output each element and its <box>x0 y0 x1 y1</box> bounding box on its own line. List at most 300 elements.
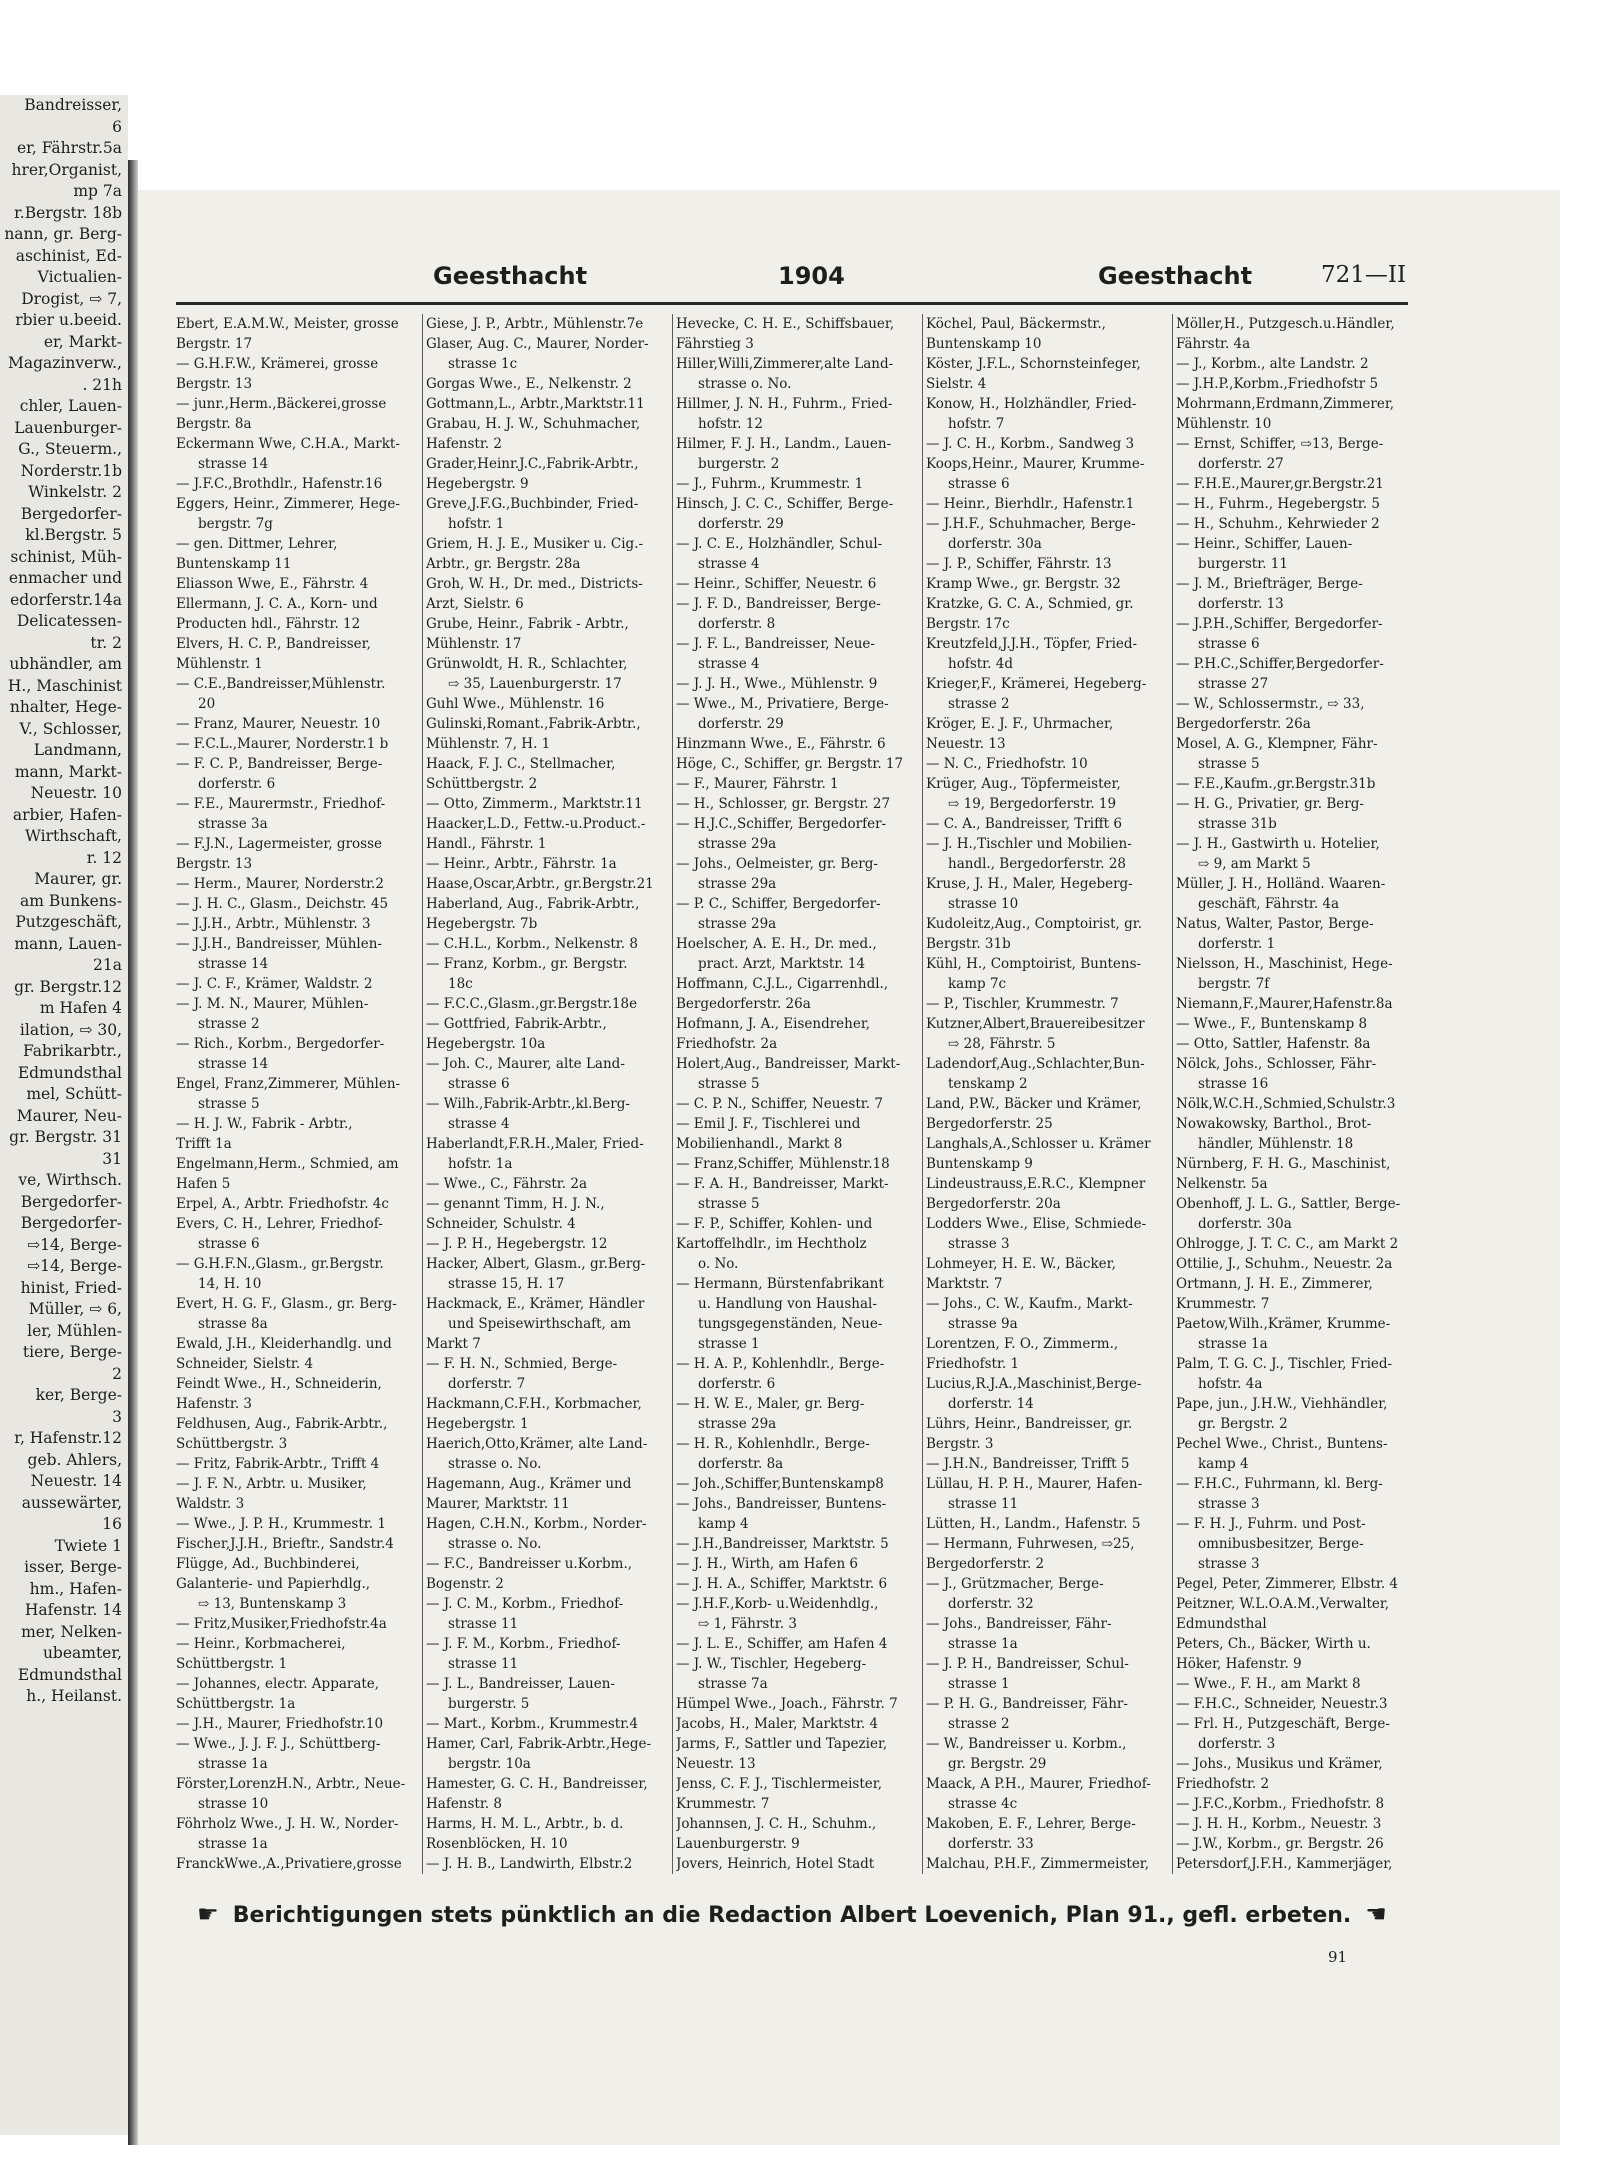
directory-entry: Lohmeyer, H. E. W., Bäcker, <box>926 1256 1116 1272</box>
left-page-text: mel, Schütt- <box>26 1085 122 1103</box>
directory-entry: Niemann,F.,Maurer,Hafenstr.8a <box>1176 996 1393 1012</box>
directory-entry: Lütten, H., Landm., Hafenstr. 5 <box>926 1516 1141 1532</box>
left-page-text: 16 <box>102 1515 122 1533</box>
directory-page <box>138 190 1560 2145</box>
directory-entry: Bergstr. 13 <box>176 376 253 392</box>
left-page-text: Putzgeschäft, <box>15 913 122 931</box>
directory-entry: Ohlrogge, J. T. C. C., am Markt 2 <box>1176 1236 1399 1252</box>
directory-entry-continuation: strasse 5 <box>698 1196 760 1212</box>
left-page-text: arbier, Hafen- <box>12 805 122 824</box>
directory-entry-continuation: dorferstr. 3 <box>1198 1736 1276 1752</box>
directory-entry: Möller,H., Putzgesch.u.Händler, <box>1176 316 1395 332</box>
directory-entry: — F.C.L.,Maurer, Norderstr.1 b <box>176 736 389 752</box>
directory-entry: Hagemann, Aug., Krämer und <box>426 1476 632 1492</box>
directory-entry-continuation: strasse 4 <box>698 556 760 572</box>
left-page-text: Lauenburger- <box>14 418 122 437</box>
directory-entry: — H. G., Privatier, gr. Berg- <box>1176 796 1364 812</box>
header-place-left: Geesthacht <box>433 262 588 290</box>
directory-entry-continuation: strasse 8a <box>198 1316 268 1332</box>
directory-entry: — J.H.F., Schuhmacher, Berge- <box>926 516 1136 532</box>
directory-entry: — J.P.H.,Schiffer, Bergedorfer- <box>1176 616 1383 632</box>
header-rule <box>176 302 1408 305</box>
directory-entry-continuation: gr. Bergstr. 2 <box>1198 1416 1288 1432</box>
directory-entry: Grader,Heinr.J.C.,Fabrik-Arbtr., <box>426 456 639 472</box>
directory-entry: — Wilh.,Fabrik-Arbtr.,kl.Berg- <box>426 1096 630 1112</box>
left-page-text: Hafenstr. 14 <box>24 1601 122 1619</box>
left-page-text: geb. Ahlers, <box>27 1450 122 1469</box>
left-page-text: Bandreisser, <box>24 96 122 114</box>
directory-entry: Evert, H. G. F., Glasm., gr. Berg- <box>176 1296 397 1312</box>
directory-entry-continuation: strasse 10 <box>198 1796 269 1812</box>
directory-entry: Grube, Heinr., Fabrik - Arbtr., <box>426 616 629 632</box>
left-page-text: Neuestr. 14 <box>30 1472 122 1490</box>
directory-entry: Glaser, Aug. C., Maurer, Norder- <box>426 336 649 352</box>
directory-entry: Peitzner, W.L.O.A.M.,Verwalter, <box>1176 1596 1390 1612</box>
directory-entry-continuation: strasse 11 <box>948 1496 1019 1512</box>
directory-entry: Ewald, J.H., Kleiderhandlg. und <box>176 1336 392 1352</box>
directory-entry: Hinsch, J. C. C., Schiffer, Berge- <box>676 496 894 512</box>
directory-entry-continuation: dorferstr. 7 <box>448 1376 526 1392</box>
directory-entry-continuation: strasse 27 <box>1198 676 1269 692</box>
directory-entry-continuation: hofstr. 4a <box>1198 1376 1263 1392</box>
directory-entry-continuation: strasse 15, H. 17 <box>448 1276 565 1292</box>
directory-entry: — C. P. N., Schiffer, Neuestr. 7 <box>676 1096 883 1112</box>
directory-entry-continuation: dorferstr. 27 <box>1198 456 1284 472</box>
directory-entry: — Franz,Schiffer, Mühlenstr.18 <box>676 1156 890 1172</box>
directory-entry: Hevecke, C. H. E., Schiffsbauer, <box>676 316 895 332</box>
directory-entry-continuation: strasse 29a <box>698 836 777 852</box>
directory-entry: Krieger,F., Krämerei, Hegeberg- <box>926 676 1147 692</box>
directory-entry: Lührs, Heinr., Bandreisser, gr. <box>926 1416 1133 1432</box>
column-divider <box>1172 314 1173 1874</box>
directory-entry: — H., Schlosser, gr. Bergstr. 27 <box>676 796 891 812</box>
directory-entry: Maack, A P.H., Maurer, Friedhof- <box>926 1776 1151 1792</box>
directory-entry: — Johs., Bandreisser, Fähr- <box>926 1616 1112 1632</box>
directory-entry: Makoben, E. F., Lehrer, Berge- <box>926 1816 1136 1832</box>
left-page-text: mp 7a <box>73 182 122 200</box>
directory-entry: — Emil J. F., Tischlerei und <box>676 1116 861 1132</box>
header-page-number: 721—II <box>1321 262 1407 288</box>
header-place-right: Geesthacht <box>1098 262 1253 290</box>
directory-entry: — Herm., Maurer, Norderstr.2 <box>176 876 384 892</box>
directory-entry-continuation: strasse 10 <box>948 896 1019 912</box>
directory-entry: — J.H.P.,Korbm.,Friedhofstr 5 <box>1176 376 1379 392</box>
directory-entry: Kruse, J. H., Maler, Hegeberg- <box>926 876 1133 892</box>
directory-entry-continuation: strasse 1 <box>698 1336 760 1352</box>
directory-entry: — F., Maurer, Fährstr. 1 <box>676 776 839 792</box>
directory-entry-continuation: burgerstr. 2 <box>698 456 780 472</box>
left-page-text: Bergedorfer- <box>20 1192 122 1211</box>
left-page-text: tr. 2 <box>90 633 122 652</box>
left-page-text: mann, Lauen- <box>14 934 122 953</box>
directory-entry: — Johs., Musikus und Krämer, <box>1176 1756 1383 1772</box>
directory-entry: Haack, F. J. C., Stellmacher, <box>426 756 616 772</box>
directory-entry: — J. F. L., Bandreisser, Neue- <box>676 636 875 652</box>
pointing-hand-icon: ☚ <box>1365 1900 1387 1928</box>
directory-entry: Schüttbergstr. 2 <box>426 776 538 792</box>
directory-entry: Krüger, Aug., Töpfermeister, <box>926 776 1121 792</box>
directory-entry: — C.E.,Bandreisser,Mühlenstr. <box>176 676 386 692</box>
directory-entry: Konow, H., Holzhändler, Fried- <box>926 396 1137 412</box>
directory-entry-continuation: strasse 6 <box>948 476 1010 492</box>
directory-column-3 <box>676 314 918 1874</box>
left-page-text: Drogist, ⇨ 7, <box>21 289 122 308</box>
directory-entry: — J. H., Gastwirth u. Hotelier, <box>1176 836 1380 852</box>
directory-columns <box>176 314 1408 1874</box>
left-page-text: Neuestr. 10 <box>30 784 122 802</box>
directory-entry-continuation: strasse 6 <box>1198 636 1260 652</box>
directory-entry: — F.E., Maurermstr., Friedhof- <box>176 796 386 812</box>
directory-entry-continuation: strasse 1a <box>948 1636 1018 1652</box>
directory-entry-continuation: ⇨ 9, am Markt 5 <box>1198 856 1311 872</box>
directory-entry-continuation: strasse o. No. <box>448 1536 542 1552</box>
left-page-text: m Hafen 4 <box>39 999 122 1017</box>
directory-entry: Elvers, H. C. P., Bandreisser, <box>176 636 371 652</box>
directory-entry: Hoelscher, A. E. H., Dr. med., <box>676 936 877 952</box>
directory-entry: — C. A., Bandreisser, Trifft 6 <box>926 816 1122 832</box>
directory-entry-continuation: strasse 16 <box>1198 1076 1269 1092</box>
directory-entry: Kreutzfeld,J.J.H., Töpfer, Fried- <box>926 636 1138 652</box>
directory-entry: Eggers, Heinr., Zimmerer, Hege- <box>176 496 400 512</box>
left-page-text: r, Hafenstr.12 <box>14 1429 122 1447</box>
directory-entry-continuation: strasse 29a <box>698 916 777 932</box>
directory-entry: Jovers, Heinrich, Hotel Stadt <box>676 1856 875 1872</box>
left-page-text: mer, Nelken- <box>21 1622 122 1641</box>
left-page-text: Norderstr.1b <box>20 461 122 480</box>
left-page-text: ve, Wirthsch. <box>18 1171 122 1189</box>
directory-entry: — F.H.C., Schneider, Neuestr.3 <box>1176 1696 1388 1712</box>
directory-entry-continuation: ⇨ 13, Buntenskamp 3 <box>198 1596 347 1612</box>
directory-entry: Langhals,A.,Schlosser u. Krämer <box>926 1136 1151 1152</box>
directory-entry: — Wwe., C., Fährstr. 2a <box>426 1176 587 1192</box>
directory-entry: — F.C.C.,Glasm.,gr.Bergstr.18e <box>426 996 638 1012</box>
directory-entry: — Wwe., M., Privatiere, Berge- <box>676 696 889 712</box>
left-page-text: edorferstr.14a <box>10 590 122 609</box>
directory-entry: — G.H.F.N.,Glasm., gr.Bergstr. <box>176 1256 384 1272</box>
directory-entry-continuation: strasse 6 <box>198 1236 260 1252</box>
directory-entry-continuation: handl., Bergedorferstr. 28 <box>948 856 1127 872</box>
directory-entry: — Franz, Korbm., gr. Bergstr. <box>426 956 628 972</box>
directory-entry: Maurer, Marktstr. 11 <box>426 1496 570 1512</box>
directory-entry-continuation: strasse 14 <box>198 1056 269 1072</box>
directory-entry: Markt 7 <box>426 1336 481 1352</box>
directory-entry: Gorgas Wwe., E., Nelkenstr. 2 <box>426 376 632 392</box>
directory-entry-continuation: 18c <box>448 976 473 992</box>
left-page-text: h., Heilanst. <box>26 1687 122 1705</box>
directory-entry: Haberland, Aug., Fabrik-Arbtr., <box>426 896 640 912</box>
directory-entry: — J. J. H., Wwe., Mühlenstr. 9 <box>676 676 878 692</box>
left-page-text: ⇨14, Berge- <box>27 1235 122 1254</box>
directory-entry: — H. W. E., Maler, gr. Berg- <box>676 1396 865 1412</box>
directory-entry-continuation: hofstr. 1 <box>448 516 505 532</box>
directory-entry: Haacker,L.D., Fettw.-u.Product.- <box>426 816 646 832</box>
directory-entry: Haase,Oscar,Arbtr., gr.Bergstr.21 <box>426 876 654 892</box>
directory-entry: Friedhofstr. 1 <box>926 1356 1020 1372</box>
directory-entry: Engelmann,Herm., Schmied, am <box>176 1156 399 1172</box>
column-divider <box>422 314 423 1874</box>
directory-entry: Schneider, Sielstr. 4 <box>176 1356 314 1372</box>
directory-entry: Palm, T. G. C. J., Tischler, Fried- <box>1176 1356 1393 1372</box>
directory-entry: — F. C. P., Bandreisser, Berge- <box>176 756 383 772</box>
directory-entry: Mühlenstr. 1 <box>176 656 263 672</box>
directory-entry: Ellermann, J. C. A., Korn- und <box>176 596 378 612</box>
left-page-text: Victualien- <box>37 268 122 286</box>
left-page-text: tiere, Berge- <box>22 1343 122 1361</box>
directory-entry: — Hermann, Fuhrwesen, ⇨25, <box>926 1536 1135 1552</box>
left-page-text: aschinist, Ed- <box>15 246 122 265</box>
directory-column-5 <box>1176 314 1418 1874</box>
directory-entry: Bergstr. 3 <box>926 1436 994 1452</box>
directory-entry: Hafenstr. 2 <box>426 436 502 452</box>
directory-entry: Mobilienhandl., Markt 8 <box>676 1136 843 1152</box>
directory-entry-continuation: strasse 9a <box>948 1316 1018 1332</box>
directory-entry: — Johs., C. W., Kaufm., Markt- <box>926 1296 1133 1312</box>
left-page-text: Fabrikarbtr., <box>23 1042 122 1060</box>
directory-entry: — J. L. E., Schiffer, am Hafen 4 <box>676 1636 888 1652</box>
directory-entry: Hafenstr. 8 <box>426 1796 502 1812</box>
folio-number: 91 <box>1328 1948 1348 1966</box>
directory-entry-continuation: dorferstr. 29 <box>698 516 784 532</box>
directory-entry: — F. A. H., Bandreisser, Markt- <box>676 1176 889 1192</box>
left-page-text: Maurer, gr. <box>34 870 122 888</box>
directory-entry: Feldhusen, Aug., Fabrik-Arbtr., <box>176 1416 388 1432</box>
directory-entry: — F.J.N., Lagermeister, grosse <box>176 836 382 852</box>
directory-entry: Griem, H. J. E., Musiker u. Cig.- <box>426 536 644 552</box>
directory-entry: Buntenskamp 10 <box>926 336 1042 352</box>
directory-entry-continuation: dorferstr. 32 <box>948 1596 1034 1612</box>
directory-entry: Sielstr. 4 <box>926 376 987 392</box>
directory-entry-continuation: bergstr. 7g <box>198 516 273 532</box>
directory-entry: Fährstr. 4a <box>1176 336 1251 352</box>
pointing-hand-icon: ☛ <box>197 1900 219 1928</box>
left-page-text: rbier u.beeid. <box>15 311 122 329</box>
directory-entry-continuation: strasse o. No. <box>448 1456 542 1472</box>
directory-entry: Hoffmann, C.J.L., Cigarrenhdl., <box>676 976 889 992</box>
banner-text: Berichtigungen stets pünktlich an die Redaction Albert Loevenich, Plan 91., gefl. erbeten. <box>232 1903 1352 1928</box>
directory-entry: Pegel, Peter, Zimmerer, Elbstr. 4 <box>1176 1576 1399 1592</box>
directory-entry: — J. H. C., Glasm., Deichstr. 45 <box>176 896 389 912</box>
directory-entry: Bergedorferstr. 25 <box>926 1116 1053 1132</box>
left-page-text: V., Schlosser, <box>19 719 122 738</box>
left-page-text: nann, gr. Berg- <box>4 225 122 243</box>
directory-entry: Eliasson Wwe, E., Fährstr. 4 <box>176 576 369 592</box>
directory-entry: Hamester, G. C. H., Bandreisser, <box>426 1776 648 1792</box>
directory-entry-continuation: o. No. <box>698 1256 739 1272</box>
directory-entry: — H.J.C.,Schiffer, Bergedorfer- <box>676 816 887 832</box>
directory-entry: — Joh. C., Maurer, alte Land- <box>426 1056 625 1072</box>
left-page-text: hrer,Organist, <box>11 160 122 179</box>
directory-entry: — Mart., Korbm., Krummestr.4 <box>426 1716 639 1732</box>
directory-entry: Fischer,J.J.H., Brieftr., Sandstr.4 <box>176 1536 394 1552</box>
directory-entry: — J.H.,Bandreisser, Marktstr. 5 <box>676 1536 889 1552</box>
directory-entry-continuation: dorferstr. 8 <box>698 616 776 632</box>
left-page-text: r. 12 <box>86 848 122 867</box>
directory-entry-continuation: geschäft, Fährstr. 4a <box>1198 896 1340 912</box>
directory-entry: — J., Fuhrm., Krummestr. 1 <box>676 476 864 492</box>
directory-entry: — J. C. M., Korbm., Friedhof- <box>426 1596 624 1612</box>
left-page-text: Edmundsthal <box>17 1665 122 1684</box>
directory-entry: Nölck, Johs., Schlosser, Fähr- <box>1176 1056 1377 1072</box>
column-divider <box>672 314 673 1874</box>
directory-entry-continuation: hofstr. 4d <box>948 656 1013 672</box>
directory-entry: Kramp Wwe., gr. Bergstr. 32 <box>926 576 1121 592</box>
directory-entry: — F. H. J., Fuhrm. und Post- <box>1176 1516 1366 1532</box>
directory-entry: Hegebergstr. 7b <box>426 916 538 932</box>
left-page-text: chler, Lauen- <box>19 397 122 415</box>
directory-entry: — G.H.F.W., Krämerei, grosse <box>176 356 379 372</box>
left-page-text: gr. Bergstr.12 <box>14 977 122 996</box>
directory-entry: — P. C., Schiffer, Bergedorfer- <box>676 896 881 912</box>
page-header <box>138 262 1560 298</box>
directory-entry: — J. H. B., Landwirth, Elbstr.2 <box>426 1856 633 1872</box>
directory-entry-continuation: ⇨ 28, Fährstr. 5 <box>948 1036 1056 1052</box>
left-page-text: Magazinverw., <box>7 354 122 372</box>
directory-entry: Neuestr. 13 <box>676 1756 756 1772</box>
left-page-text: ler, Mühlen- <box>27 1321 122 1340</box>
directory-entry: — H., Fuhrm., Hegebergstr. 5 <box>1176 496 1380 512</box>
directory-entry: Giese, J. P., Arbtr., Mühlenstr.7e <box>426 316 644 332</box>
directory-entry-continuation: ⇨ 1, Fährstr. 3 <box>698 1616 797 1632</box>
left-page-text: isser, Berge- <box>24 1558 122 1576</box>
directory-entry-continuation: strasse 4c <box>948 1796 1018 1812</box>
directory-entry: — Heinr., Korbmacherei, <box>176 1636 346 1652</box>
left-page-text: ⇨14, Berge- <box>27 1257 122 1275</box>
directory-entry: Flügge, Ad., Buchbinderei, <box>176 1556 360 1572</box>
directory-entry: — F.C., Bandreisser u.Korbm., <box>426 1556 633 1572</box>
directory-entry: Bergedorferstr. 2 <box>926 1556 1045 1572</box>
directory-entry: — Heinr., Bierhdlr., Hafenstr.1 <box>926 496 1135 512</box>
directory-entry-continuation: strasse 5 <box>698 1076 760 1092</box>
directory-entry: — W., Bandreisser u. Korbm., <box>926 1736 1127 1752</box>
directory-entry: Arbtr., gr. Bergstr. 28a <box>426 556 581 572</box>
directory-entry: Jenss, C. F. J., Tischlermeister, <box>676 1776 883 1792</box>
directory-entry: — J. F. M., Korbm., Friedhof- <box>426 1636 621 1652</box>
directory-entry: Hafenstr. 3 <box>176 1396 252 1412</box>
left-page-text: hm., Hafen- <box>29 1579 122 1598</box>
directory-entry: Nowakowsky, Barthol., Brot- <box>1176 1116 1372 1132</box>
directory-entry-continuation: strasse 3 <box>948 1236 1010 1252</box>
directory-entry: — J.W., Korbm., gr. Bergstr. 26 <box>1176 1836 1384 1852</box>
left-page-text: aussewärter, <box>21 1493 122 1512</box>
directory-entry: Hafen 5 <box>176 1176 231 1192</box>
left-page-text: Landmann, <box>33 741 122 759</box>
directory-entry: Hegebergstr. 10a <box>426 1036 546 1052</box>
directory-entry-continuation: omnibusbesitzer, Berge- <box>1198 1536 1364 1552</box>
left-page-text: nhalter, Hege- <box>9 698 122 716</box>
directory-entry: — J.J.H., Arbtr., Mühlenstr. 3 <box>176 916 371 932</box>
directory-entry: Ebert, E.A.M.W., Meister, grosse <box>176 316 399 332</box>
directory-entry-continuation: strasse 2 <box>948 696 1010 712</box>
directory-entry: Kröger, E. J. F., Uhrmacher, <box>926 716 1114 732</box>
left-page-text: Winkelstr. 2 <box>28 483 122 501</box>
directory-entry: Krummestr. 7 <box>1176 1296 1270 1312</box>
directory-entry-continuation: strasse 11 <box>448 1616 519 1632</box>
directory-entry: — Otto, Zimmerm., Marktstr.11 <box>426 796 643 812</box>
directory-entry: — J., Grützmacher, Berge- <box>926 1576 1104 1592</box>
directory-entry-continuation: strasse 14 <box>198 956 269 972</box>
directory-entry: — F. P., Schiffer, Kohlen- und <box>676 1216 873 1232</box>
directory-entry: Kutzner,Albert,Brauereibesitzer <box>926 1016 1145 1032</box>
directory-entry-continuation: strasse 1a <box>198 1756 268 1772</box>
directory-entry: — J., Korbm., alte Landstr. 2 <box>1176 356 1369 372</box>
directory-entry: Ortmann, J. H. E., Zimmerer, <box>1176 1276 1373 1292</box>
directory-entry: — Frl. H., Putzgeschäft, Berge- <box>1176 1716 1390 1732</box>
directory-entry: Lucius,R.J.A.,Maschinist,Berge- <box>926 1376 1142 1392</box>
directory-entry: Schüttbergstr. 1 <box>176 1656 288 1672</box>
directory-entry: Haberlandt,F.R.H.,Maler, Fried- <box>426 1136 644 1152</box>
left-page-text: er, Fährstr.5a <box>17 139 122 157</box>
directory-entry-continuation: tenskamp 2 <box>948 1076 1028 1092</box>
directory-entry: Schneider, Schulstr. 4 <box>426 1216 576 1232</box>
directory-entry: Nelkenstr. 5a <box>1176 1176 1268 1192</box>
directory-entry: — J. M. N., Maurer, Mühlen- <box>176 996 369 1012</box>
directory-entry-continuation: burgerstr. 11 <box>1198 556 1288 572</box>
directory-entry: — C.H.L., Korbm., Nelkenstr. 8 <box>426 936 638 952</box>
directory-entry-continuation: pract. Arzt, Marktstr. 14 <box>698 956 866 972</box>
directory-entry: — Franz, Maurer, Neuestr. 10 <box>176 716 381 732</box>
directory-entry: — Gottfried, Fabrik-Arbtr., <box>426 1016 607 1032</box>
left-page-text: 6 <box>112 117 122 136</box>
directory-entry: Johannsen, J. C. H., Schuhm., <box>676 1816 877 1832</box>
directory-entry: Grünwoldt, H. R., Schlachter, <box>426 656 628 672</box>
directory-entry-continuation: dorferstr. 1 <box>1198 936 1276 952</box>
directory-entry: — genannt Timm, H. J. N., <box>426 1196 605 1212</box>
directory-entry: Greve,J.F.G.,Buchbinder, Fried- <box>426 496 639 512</box>
directory-entry: — J.H.N., Bandreisser, Trifft 5 <box>926 1456 1130 1472</box>
directory-entry: — H. R., Kohlenhdlr., Berge- <box>676 1436 870 1452</box>
left-page-text: gr. Bergstr. 31 <box>9 1128 122 1146</box>
directory-entry-continuation: bergstr. 10a <box>448 1756 531 1772</box>
directory-entry: Mühlenstr. 7, H. 1 <box>426 736 551 752</box>
directory-entry: Föhrholz Wwe., J. H. W., Norder- <box>176 1816 399 1832</box>
directory-entry: — F.E.,Kaufm.,gr.Bergstr.31b <box>1176 776 1376 792</box>
directory-entry: Feindt Wwe., H., Schneiderin, <box>176 1376 382 1392</box>
directory-entry: Bergstr. 8a <box>176 416 252 432</box>
directory-entry: Friedhofstr. 2 <box>1176 1776 1270 1792</box>
directory-entry-continuation: dorferstr. 6 <box>698 1376 776 1392</box>
directory-entry: Galanterie- und Papierhdlg., <box>176 1576 371 1592</box>
left-page-text: ker, Berge- <box>35 1386 122 1404</box>
directory-entry: — Hermann, Bürstenfabrikant <box>676 1276 884 1292</box>
directory-entry: Lorentzen, F. O., Zimmerm., <box>926 1336 1119 1352</box>
left-page-text: Wirthschaft, <box>25 827 122 845</box>
directory-entry: Höker, Hafenstr. 9 <box>1176 1656 1302 1672</box>
directory-entry: Mühlenstr. 17 <box>426 636 522 652</box>
directory-entry: Bergedorferstr. 20a <box>926 1196 1061 1212</box>
directory-entry-continuation: strasse 14 <box>198 456 269 472</box>
directory-entry: Nölk,W.C.H.,Schmied,Schulstr.3 <box>1176 1096 1396 1112</box>
directory-entry: Hinzmann Wwe., E., Fährstr. 6 <box>676 736 886 752</box>
directory-entry: — H. A. P., Kohlenhdlr., Berge- <box>676 1356 885 1372</box>
directory-entry-continuation: hofstr. 1a <box>448 1156 513 1172</box>
directory-entry: Bergstr. 31b <box>926 936 1011 952</box>
directory-entry: Lauenburgerstr. 9 <box>676 1836 800 1852</box>
directory-entry-continuation: dorferstr. 30a <box>1198 1216 1292 1232</box>
directory-entry: — Rich., Korbm., Bergedorfer- <box>176 1036 385 1052</box>
directory-entry-continuation: 14, H. 10 <box>198 1276 262 1292</box>
corrections-banner <box>176 1894 1408 1934</box>
directory-entry-continuation: strasse 3 <box>1198 1556 1260 1572</box>
directory-entry-continuation: dorferstr. 30a <box>948 536 1042 552</box>
directory-entry: — J. P., Schiffer, Fährstr. 13 <box>926 556 1112 572</box>
left-page-fragment <box>0 95 128 2135</box>
directory-entry: Lindeustrauss,E.R.C., Klempner <box>926 1176 1146 1192</box>
directory-entry: — J. P. H., Bandreisser, Schul- <box>926 1656 1129 1672</box>
directory-entry: — J. H.,Tischler und Mobilien- <box>926 836 1132 852</box>
left-page-text: r.Bergstr. 18b <box>14 203 122 222</box>
directory-entry-continuation: strasse 11 <box>448 1656 519 1672</box>
directory-entry: Hegebergstr. 1 <box>426 1416 529 1432</box>
